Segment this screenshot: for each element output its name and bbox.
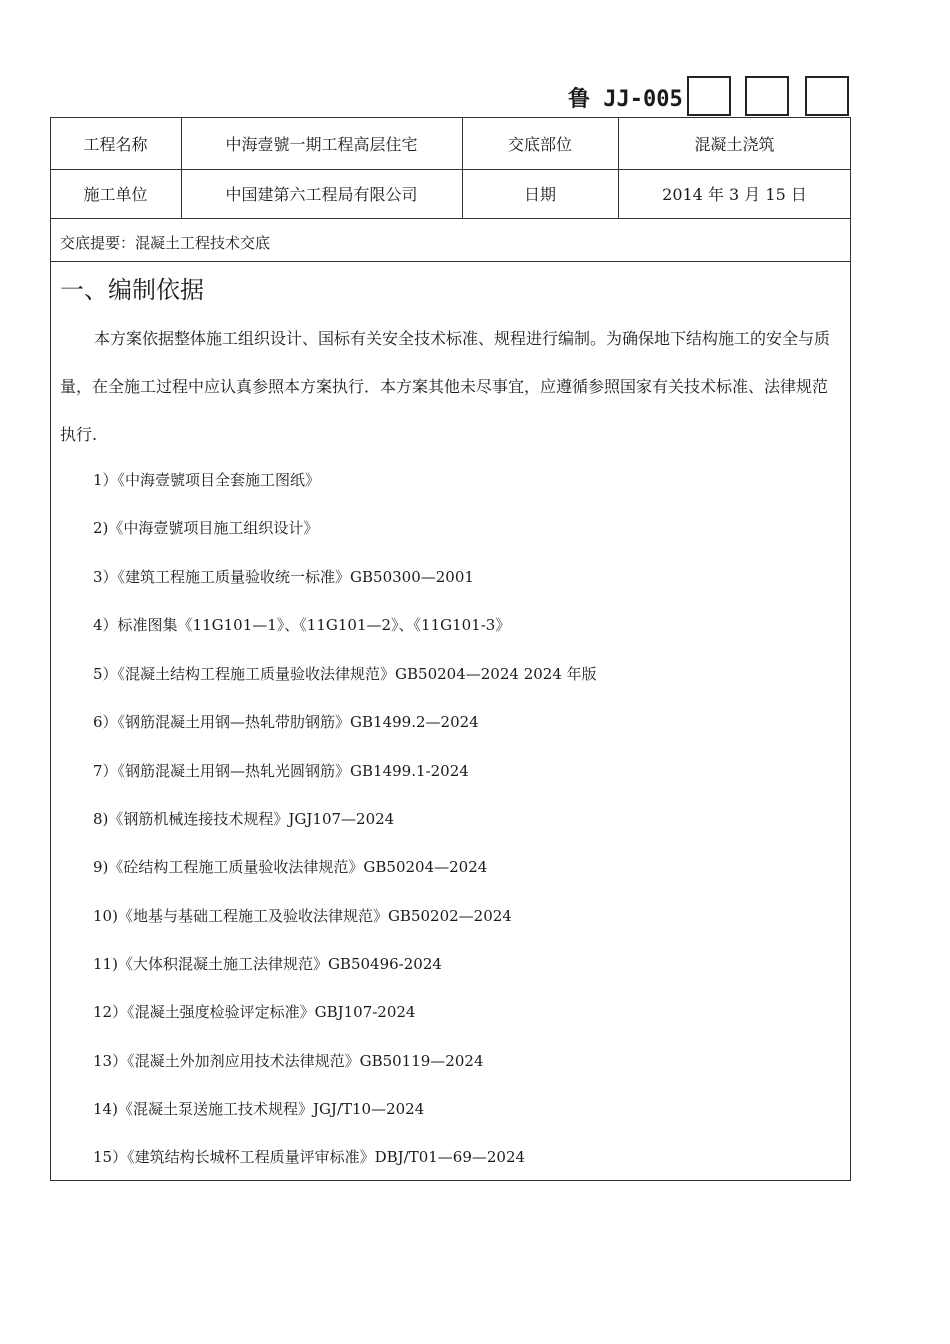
reference-item: 7）《钢筋混凝土用钢—热轧光圆钢筋》GB1499.1-2024 bbox=[93, 762, 469, 780]
reference-item: 5）《混凝土结构工程施工质量验收法律规范》GB50204—2024 2024 年版 bbox=[93, 665, 597, 683]
reference-item: 15）《建筑结构长城杯工程质量评审标准》DBJ/T01—69—2024 bbox=[93, 1148, 526, 1166]
reference-item: 3）《建筑工程施工质量验收统一标准》GB50300—2001 bbox=[93, 568, 474, 586]
date-label: 日期 bbox=[523, 185, 556, 204]
reference-item: 1）《中海壹號项目全套施工图纸》 bbox=[93, 471, 321, 489]
project-name-value: 中海壹號一期工程高层住宅 bbox=[225, 134, 418, 154]
date-value: 2014 年 3 月 15 日 bbox=[662, 185, 807, 204]
part-label: 交底部位 bbox=[507, 134, 572, 154]
basis-paragraph: 本方案依据整体施工组织设计、国标有关安全技术标准、规程进行编制。为确保地下结构施工的安全与质量，在全施工过程中应认真参照本方案执行．本方案其他未尽事宜，应遵循参照国家有关技术标准、法律规范执行. bbox=[60, 329, 831, 444]
table-divider bbox=[50, 261, 851, 262]
reference-item: 12）《混凝土强度检验评定标准》GBJ107-2024 bbox=[93, 1003, 416, 1021]
code-box-2 bbox=[745, 76, 789, 116]
code-box-3 bbox=[805, 76, 849, 116]
summary: 交底提要：混凝土工程技术交底 bbox=[60, 234, 271, 252]
reference-item: 10)《地基与基础工程施工及验收法律规范》GB50202—2024 bbox=[93, 907, 512, 925]
part-value: 混凝土浇筑 bbox=[694, 134, 775, 154]
reference-item: 9)《砼结构工程施工质量验收法律规范》GB50204—2024 bbox=[93, 858, 488, 876]
reference-item: 8)《钢筋机械连接技术规程》JGJ107—2024 bbox=[93, 810, 395, 828]
reference-item: 14)《混凝土泵送施工技术规程》JGJ/T10—2024 bbox=[93, 1100, 425, 1118]
reference-item: 4）标准图集《11G101—1》、《11G101—2》、《11G101-3》 bbox=[93, 616, 511, 634]
reference-item: 11)《大体积混凝土施工法律规范》GB50496-2024 bbox=[93, 955, 442, 973]
unit-label: 施工单位 bbox=[83, 185, 148, 204]
code-box-1 bbox=[687, 76, 731, 116]
form-code: 鲁 JJ-005 bbox=[568, 87, 683, 112]
section-title: 一、编制依据 bbox=[60, 276, 204, 304]
project-name-label: 工程名称 bbox=[83, 134, 148, 154]
table-divider bbox=[50, 218, 851, 219]
reference-item: 13）《混凝土外加剂应用技术法律规范》GB50119—2024 bbox=[93, 1052, 484, 1070]
reference-item: 2)《中海壹號项目施工组织设计》 bbox=[93, 519, 319, 537]
unit-value: 中国建第六工程局有限公司 bbox=[225, 185, 418, 204]
reference-item: 6）《钢筋混凝土用钢—热轧带肋钢筋》GB1499.2—2024 bbox=[93, 713, 479, 731]
